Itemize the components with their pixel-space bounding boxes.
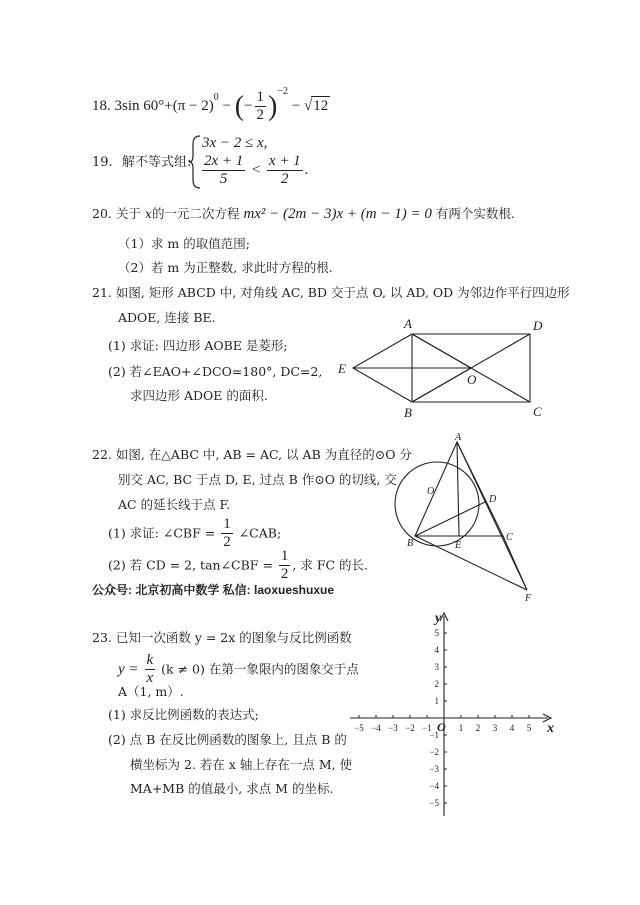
q22-part2-text: (2) 若 CD = 2, tan∠CBF = <box>108 557 273 573</box>
y-tick-label: 3 <box>434 662 439 672</box>
question-20 <box>92 205 515 223</box>
q23-part2a: (2) 点 B 在反比例函数的图象上, 且点 B 的 <box>108 732 347 747</box>
q20-part1: （1）求 m 的取值范围; <box>118 236 250 251</box>
x-tick-label: 1 <box>458 723 464 733</box>
q20-var-x: x <box>144 206 152 221</box>
q22-part1-frac: $\frac{1}{2}$ <box>223 516 231 551</box>
q20-number: 20. <box>92 206 112 221</box>
label-D: D <box>533 318 543 333</box>
q23-line3: A（1, m）. <box>118 684 184 699</box>
y-axis-label: y <box>435 611 442 626</box>
q20-equation: mx² − (2m − 3)x + (m − 1) = 0 <box>243 206 432 222</box>
q21-line2: ADOE, 连接 BE. <box>118 310 216 325</box>
q20-text-a: 关于 <box>115 206 141 221</box>
q22-line2: 别交 AC, BC 于点 D, E, 过点 B 作⊙O 的切线, 交 <box>118 472 397 487</box>
label-A: A <box>404 316 412 331</box>
x-tick-label: −4 <box>371 723 381 733</box>
q21-part2b: 求四边形 ADOE 的面积. <box>130 388 268 403</box>
y-tick-label: −5 <box>429 798 439 808</box>
q22-part1-end: ∠CAB; <box>238 525 282 541</box>
q19-line1: 3x − 2 ≤ x, <box>202 135 268 151</box>
q23-y-eq: y = <box>118 661 139 678</box>
q23-part2b: 横坐标为 2. 若在 x 轴上存在一点 M, 使 <box>130 757 353 772</box>
q21-part1: (1) 求证: 四边形 AOBE 是菱形; <box>108 338 288 353</box>
q18-sqrt-arg: 12 <box>313 98 329 114</box>
q18-exp0: 0 <box>213 92 219 103</box>
label-A: A <box>455 432 462 443</box>
x-tick-label: −3 <box>388 723 398 733</box>
y-tick-label: −1 <box>429 730 439 740</box>
y-tick-label: 5 <box>434 628 439 638</box>
x-tick-label: −2 <box>405 723 415 733</box>
segment-be-d <box>415 502 485 536</box>
watermark: 公众号: 北京初高中数学 私信: laoxueshuxue <box>92 583 335 597</box>
q22-part1-text: (1) 求证: ∠CBF = <box>108 525 216 541</box>
label-O: O <box>467 372 477 387</box>
origin-label: O <box>437 720 446 734</box>
q23-part2c: MA+MB 的值最小, 求点 M 的坐标. <box>130 781 334 796</box>
x-tick-label: −1 <box>422 723 432 733</box>
q22-part2 <box>108 548 368 584</box>
coordinate-plane <box>340 608 570 823</box>
q20-text-c: 有两个实数根. <box>435 206 515 221</box>
x-tick-label: −5 <box>354 723 364 733</box>
y-tick-label: −2 <box>429 747 439 757</box>
x-tick-label: 5 <box>526 723 532 733</box>
q18-minus2: − <box>291 98 301 114</box>
q19-frac1: $\frac{2x + 1}{5}$ <box>204 153 244 188</box>
q23-line1: 23. 已知一次函数 y = 2x 的图象与反比例函数 <box>92 630 352 645</box>
q18-number: 18. <box>92 98 111 114</box>
y-tick-label: 4 <box>434 645 439 655</box>
label-C: C <box>533 404 542 419</box>
q19-line2 <box>200 153 308 189</box>
q22-figure <box>385 430 545 610</box>
q22-part1 <box>108 516 281 552</box>
label-D: D <box>489 494 497 505</box>
segment-bf <box>415 536 527 590</box>
label-E: E <box>338 361 346 376</box>
q20-part2: （2）若 m 为正整数, 求此时方程的根. <box>118 260 333 275</box>
q21-part2a: (2) 若∠EAO+∠DCO=180°, DC=2, <box>108 364 323 379</box>
x-axis-label: x <box>547 721 554 736</box>
y-tick-label: 2 <box>434 679 439 689</box>
label-B: B <box>407 538 414 549</box>
q18-minus1: − <box>222 98 231 114</box>
q18-half: $\frac{1}{2}$ <box>256 88 265 124</box>
q19-end: . <box>304 162 309 179</box>
y-tick-label: −3 <box>429 764 439 774</box>
x-tick-label: 3 <box>492 723 498 733</box>
segment-af <box>457 442 527 590</box>
label-C: C <box>506 532 513 543</box>
q19-label: 解不等式组: <box>122 155 192 170</box>
q23-k-frac: $\frac{k}{x}$ <box>146 652 154 687</box>
q18-pi-part: (π − 2) <box>172 98 214 114</box>
sqrt-symbol: √ <box>303 98 313 114</box>
q22-line3: AC 的延长线于点 F. <box>118 497 231 512</box>
label-B: B <box>404 405 412 420</box>
q22-line1: 22. 如图, 在△ABC 中, AB = AC, 以 AB 为直径的⊙O 分 <box>92 447 412 462</box>
q19-frac2: $\frac{x + 1}{2}$ <box>268 153 301 188</box>
label-F: F <box>525 593 532 604</box>
question-18: 18. 3sin $60^\circ+(\pi - 2)^0$ − (− $\frac{1}{2}$ )$^{-2}$ − √12 <box>92 86 329 124</box>
q23-line2 <box>118 652 359 688</box>
q21-figure <box>330 310 560 420</box>
q20-text-b: 的一元二次方程 <box>151 206 240 221</box>
q21-line1: 21. 如图, 矩形 ABCD 中, 对角线 AC, BD 交于点 O, 以 AD, OD 为邻边作平行四边形 <box>92 285 570 300</box>
label-O: O <box>427 486 435 497</box>
q23-part1: (1) 求反比例函数的表达式; <box>108 707 259 722</box>
q18-exp-neg2: −2 <box>277 86 288 97</box>
x-tick-label: 4 <box>509 723 515 733</box>
label-E: E <box>455 540 462 551</box>
segment-ae <box>457 442 459 536</box>
q23-line2-text: (k ≠ 0) 在第一象限内的图象交于点 <box>161 661 359 677</box>
y-tick-label: 1 <box>434 696 439 706</box>
q19-number: 19. <box>92 155 113 170</box>
q22-part2-end: , 求 FC 的长. <box>292 557 369 573</box>
circle-o <box>395 462 479 546</box>
y-tick-label: −4 <box>429 781 439 791</box>
q18-inner-minus: − <box>244 98 253 114</box>
q18-expr-a: 3sin 60°+ <box>114 98 173 114</box>
q19-lt: < <box>251 162 262 179</box>
q22-part2-frac: $\frac{1}{2}$ <box>280 548 289 583</box>
x-tick-label: 2 <box>475 723 481 733</box>
